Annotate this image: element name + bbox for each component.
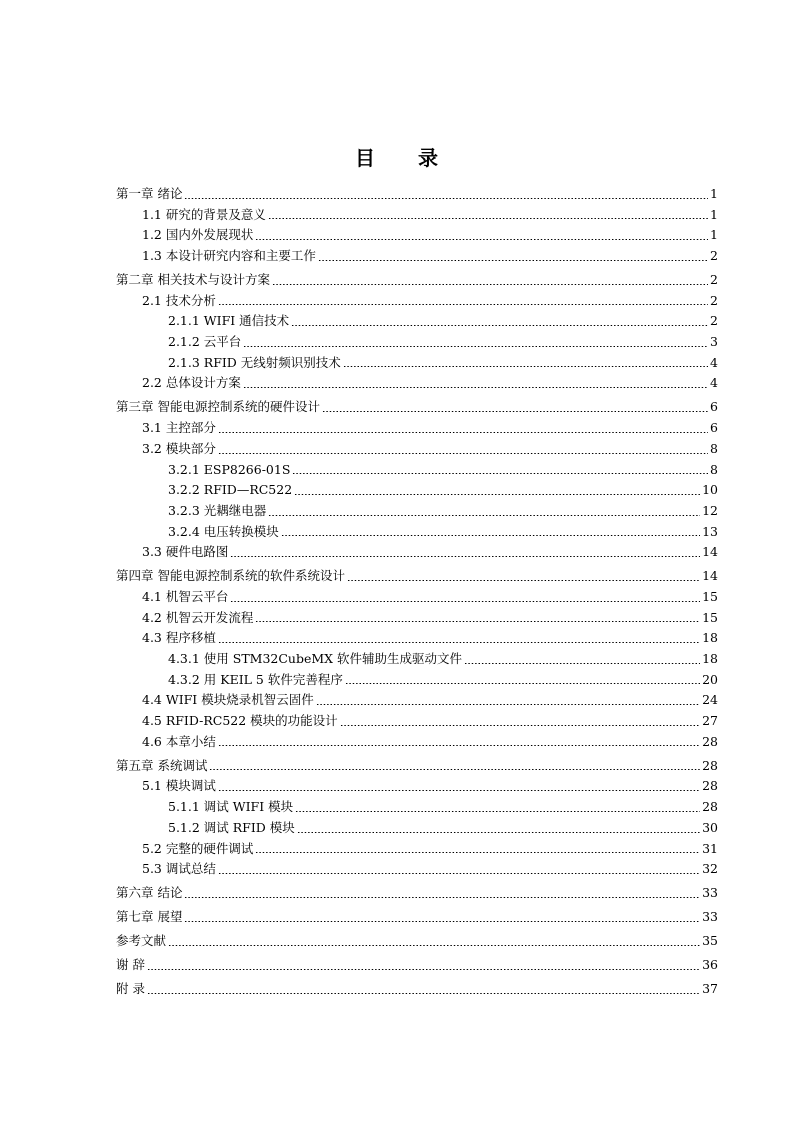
toc-entry-label: 1.1 研究的背景及意义	[142, 206, 266, 222]
page-title: 目 录	[355, 146, 456, 170]
toc-dot-leader	[343, 366, 708, 367]
toc-entry-page-number: 2	[710, 313, 718, 329]
toc-entry-page-number: 8	[710, 440, 718, 456]
toc-entry[interactable]	[116, 311, 718, 332]
toc-entry-label: 2.1 技术分析	[142, 292, 216, 308]
toc-dot-leader	[345, 683, 700, 684]
toc-entry[interactable]	[116, 756, 718, 777]
toc-entry-page-number: 6	[710, 420, 718, 436]
toc-entry[interactable]	[116, 587, 718, 608]
toc-entry-page-number: 4	[710, 375, 718, 391]
toc-entry-label: 4.6 本章小结	[142, 733, 216, 749]
toc-entry-page-number: 35	[702, 933, 718, 949]
toc-entry[interactable]	[116, 522, 718, 543]
toc-entry-label: 第四章 智能电源控制系统的软件系统设计	[116, 568, 345, 584]
toc-entry-label: 第七章 展望	[116, 909, 183, 925]
toc-entry-label: 第三章 智能电源控制系统的硬件设计	[116, 399, 320, 415]
toc-dot-leader	[184, 897, 700, 898]
toc-entry-label: 3.3 硬件电路图	[142, 544, 229, 560]
toc-entry-page-number: 12	[702, 502, 718, 518]
toc-entry-label: 5.3 调试总结	[142, 861, 216, 877]
toc-dot-leader	[218, 745, 700, 746]
toc-entry-label: 2.1.2 云平台	[168, 334, 242, 350]
toc-dot-leader	[184, 921, 700, 922]
toc-entry-label: 4.5 RFID-RC522 模块的功能设计	[142, 713, 338, 729]
toc-dot-leader	[295, 811, 700, 812]
toc-dot-leader	[255, 852, 700, 853]
toc-entry-label: 1.3 本设计研究内容和主要工作	[142, 248, 316, 264]
toc-entry-page-number: 28	[702, 778, 718, 794]
toc-entry-label: 谢 辞	[116, 957, 145, 973]
toc-entry-label: 2.1.3 RFID 无线射频识别技术	[168, 354, 341, 370]
toc-dot-leader	[291, 325, 708, 326]
toc-entry[interactable]	[116, 859, 718, 880]
toc-entry-label: 5.2 完整的硬件调试	[142, 840, 254, 856]
toc-entry-page-number: 2	[710, 248, 718, 264]
toc-dot-leader	[218, 453, 708, 454]
toc-entry[interactable]	[116, 649, 718, 670]
toc-entry[interactable]	[116, 418, 718, 439]
toc-dot-leader	[147, 993, 700, 994]
toc-list	[116, 184, 718, 1000]
toc-entry[interactable]	[116, 332, 718, 353]
toc-entry-label: 4.3.2 用 KEIL 5 软件完善程序	[168, 671, 343, 687]
toc-entry-page-number: 27	[702, 713, 718, 729]
toc-dot-leader	[243, 346, 708, 347]
toc-entry-label: 3.2.2 RFID—RC522	[168, 482, 293, 498]
toc-dot-leader	[255, 239, 708, 240]
toc-entry[interactable]	[116, 979, 718, 1000]
toc-entry-page-number: 8	[710, 461, 718, 477]
toc-entry-page-number: 2	[710, 272, 718, 288]
toc-entry-page-number: 28	[702, 799, 718, 815]
toc-entry-page-number: 32	[702, 861, 718, 877]
toc-entry-page-number: 15	[702, 609, 718, 625]
toc-entry[interactable]	[116, 270, 718, 291]
toc-entry[interactable]	[116, 373, 718, 394]
toc-entry-page-number: 33	[702, 885, 718, 901]
toc-entry-label: 1.2 国内外发展现状	[142, 227, 254, 243]
toc-dot-leader	[464, 663, 700, 664]
toc-entry-page-number: 36	[702, 957, 718, 973]
toc-dot-leader	[316, 704, 700, 705]
toc-entry[interactable]	[116, 955, 718, 976]
toc-entry-label: 4.1 机智云平台	[142, 588, 229, 604]
toc-entry-label: 5.1 模块调试	[142, 778, 216, 794]
toc-entry[interactable]	[116, 690, 718, 711]
toc-dot-leader	[168, 945, 700, 946]
toc-entry-page-number: 37	[702, 981, 718, 997]
toc-entry-page-number: 1	[710, 206, 718, 222]
toc-entry[interactable]	[116, 732, 718, 753]
toc-entry-label: 5.1.2 调试 RFID 模块	[168, 819, 295, 835]
toc-entry[interactable]	[116, 291, 718, 312]
toc-dot-leader	[318, 260, 708, 261]
toc-dot-leader	[218, 304, 708, 305]
toc-entry[interactable]	[116, 246, 718, 267]
toc-entry-page-number: 30	[702, 819, 718, 835]
toc-entry[interactable]	[116, 184, 718, 205]
toc-entry-page-number: 24	[702, 692, 718, 708]
toc-dot-leader	[218, 642, 700, 643]
toc-entry[interactable]	[116, 907, 718, 928]
toc-dot-leader	[147, 969, 700, 970]
toc-entry-page-number: 14	[702, 544, 718, 560]
toc-entry-page-number: 14	[702, 568, 718, 584]
toc-entry[interactable]	[116, 205, 718, 226]
toc-dot-leader	[272, 284, 708, 285]
toc-entry-page-number: 3	[710, 334, 718, 350]
toc-dot-leader	[209, 769, 700, 770]
toc-entry[interactable]	[116, 797, 718, 818]
toc-dot-leader	[268, 218, 708, 219]
toc-entry-label: 4.4 WIFI 模块烧录机智云固件	[142, 692, 314, 708]
toc-entry-label: 4.3 程序移植	[142, 630, 216, 646]
toc-entry-label: 第五章 系统调试	[116, 757, 208, 773]
toc-entry-label: 5.1.1 调试 WIFI 模块	[168, 799, 294, 815]
toc-entry[interactable]	[116, 225, 718, 246]
toc-dot-leader	[294, 494, 700, 495]
toc-dot-leader	[297, 832, 700, 833]
toc-entry[interactable]	[116, 501, 718, 522]
toc-entry-page-number: 18	[702, 630, 718, 646]
toc-entry-label: 3.2.4 电压转换模块	[168, 523, 279, 539]
toc-dot-leader	[322, 411, 708, 412]
toc-entry-label: 第一章 绪论	[116, 186, 183, 201]
toc-entry-page-number: 13	[702, 523, 718, 539]
toc-dot-leader	[268, 515, 700, 516]
toc-dot-leader	[340, 725, 700, 726]
toc-dot-leader	[230, 556, 700, 557]
toc-entry-label: 第二章 相关技术与设计方案	[116, 272, 270, 288]
toc-entry-label: 第六章 结论	[116, 885, 183, 901]
toc-entry-page-number: 33	[702, 909, 718, 925]
toc-dot-leader	[255, 621, 700, 622]
toc-dot-leader	[218, 432, 708, 433]
toc-entry[interactable]	[116, 670, 718, 691]
toc-entry-page-number: 1	[710, 186, 718, 201]
toc-entry-label: 2.1.1 WIFI 通信技术	[168, 313, 290, 329]
toc-entry-label: 参考文献	[116, 933, 167, 949]
toc-entry-page-number: 18	[702, 651, 718, 667]
toc-entry[interactable]	[116, 931, 718, 952]
toc-entry[interactable]	[116, 480, 718, 501]
toc-dot-leader	[347, 580, 700, 581]
toc-dot-leader	[218, 790, 700, 791]
toc-dot-leader	[184, 198, 708, 199]
toc-entry-page-number: 10	[702, 482, 718, 498]
toc-dot-leader	[292, 473, 708, 474]
toc-entry-label: 3.2.1 ESP8266-01S	[168, 461, 291, 477]
toc-entry[interactable]	[116, 628, 718, 649]
toc-entry-page-number: 6	[710, 399, 718, 415]
toc-entry[interactable]	[116, 439, 718, 460]
toc-entry-page-number: 1	[710, 227, 718, 243]
toc-entry[interactable]	[116, 542, 718, 563]
toc-entry[interactable]	[116, 818, 718, 839]
toc-entry[interactable]	[116, 711, 718, 732]
toc-entry-page-number: 28	[702, 757, 718, 773]
toc-entry-page-number: 4	[710, 354, 718, 370]
toc-entry-label: 3.2 模块部分	[142, 440, 216, 456]
toc-entry-page-number: 20	[702, 671, 718, 687]
toc-entry[interactable]	[116, 839, 718, 860]
toc-entry-label: 4.3.1 使用 STM32CubeMX 软件辅助生成驱动文件	[168, 651, 463, 667]
toc-entry-label: 2.2 总体设计方案	[142, 375, 241, 391]
toc-dot-leader	[218, 873, 700, 874]
toc-entry-page-number: 15	[702, 588, 718, 604]
toc-entry[interactable]	[116, 776, 718, 797]
toc-entry[interactable]	[116, 353, 718, 374]
toc-entry[interactable]	[116, 883, 718, 904]
toc-entry-page-number: 31	[702, 840, 718, 856]
toc-entry-label: 3.2.3 光耦继电器	[168, 502, 267, 518]
toc-dot-leader	[230, 601, 700, 602]
toc-entry-label: 3.1 主控部分	[142, 420, 216, 436]
toc-entry-label: 4.2 机智云开发流程	[142, 609, 254, 625]
toc-entry-page-number: 2	[710, 292, 718, 308]
toc-dot-leader	[281, 535, 700, 536]
toc-entry[interactable]	[116, 608, 718, 629]
toc-entry[interactable]	[116, 397, 718, 418]
toc-entry[interactable]	[116, 566, 718, 587]
toc-entry-page-number: 28	[702, 733, 718, 749]
toc-entry-label: 附 录	[116, 981, 145, 997]
toc-dot-leader	[243, 387, 708, 388]
toc-entry[interactable]	[116, 460, 718, 481]
